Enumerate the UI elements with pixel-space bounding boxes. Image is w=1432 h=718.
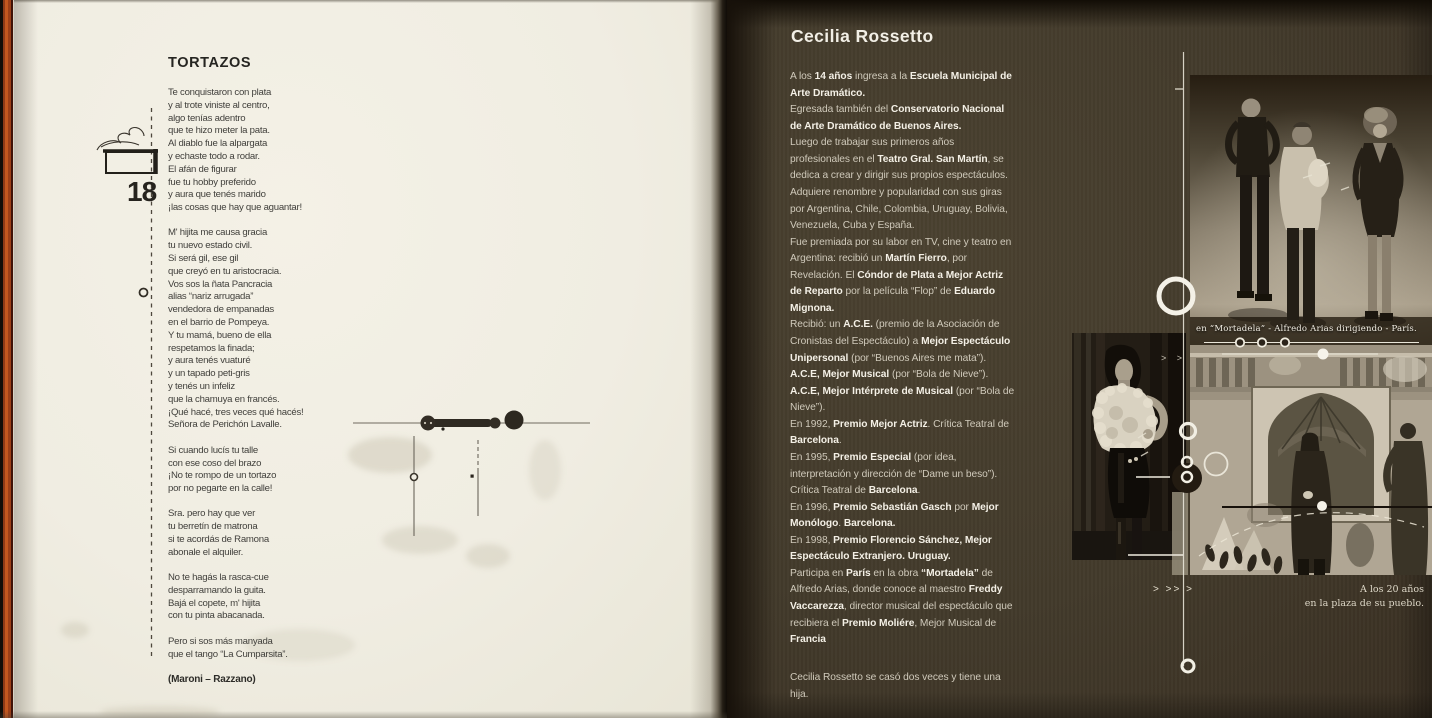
poem-line: vendedora de empanadas [168,304,274,316]
caption-line: en la plaza de su pueblo. [1304,598,1424,609]
bio-line: recibiera el Premio Moliére, Mejor Musical de [790,617,997,629]
poem-line: ¡las cosas que hay que aguantar! [168,202,302,214]
poem-line: Sra. pero hay que ver [168,508,256,520]
bio-line: Barcelona. [790,435,842,447]
bio-line: En 1998, Premio Florencio Sánchez, Mejor [790,534,992,546]
poem-line: fue tu hobby preferido [168,176,256,188]
poem-line: Pero si sos más manyada [168,635,273,647]
bio-line: por Argentina, Chile, Colombia, Uruguay, Bolivia, [790,203,1008,215]
poem-line: si te acordás de Ramona [168,534,269,545]
bio-line: dedica a crear y dirigir sus propios espectáculos. [790,170,1008,182]
poem-line: con tu pinta abacanada. [168,610,265,622]
bio-line: de Reparto por la película “Flop” de Eduardo [790,286,996,298]
poem-line: que la chamuya en francés. [168,393,280,405]
bio-line: Monólogo. Barcelona. [790,518,896,530]
page-fold-shadow [690,0,727,718]
bio-line: Alfredo Arias, donde conoce al maestro Freddy [790,584,1003,596]
poem-line: tu nuevo estado civil. [168,240,253,252]
bio-text [790,69,1014,649]
poem-line: El afán de figurar [168,163,237,175]
poem-line: algo tenías adentro [168,112,246,124]
poem-stanza [168,508,303,559]
bio-line: En 1996, Premio Sebastián Gasch por Mejor [790,501,999,513]
bio-line: Argentina: recibió un Martín Fierro, por [790,253,967,265]
bio-line: Egresada también del Conservatorio Nacional [790,104,1005,116]
poem-line: y un tapado peti-gris [168,368,250,380]
poem-line: que creyó en tu aristocracia. [168,265,282,277]
bio-line: En 1992, Premio Mejor Actriz. Crítica Teatral de [790,418,1009,430]
bio-line: de Arte Dramático de Buenos Aires. [790,120,962,132]
bio-line: Venezuela, Cuba y España. [790,220,915,232]
page-number: 18 [127,176,157,207]
poem-title: TORTAZOS [168,55,252,71]
poem-line: Si cuando lucís tu talle [168,444,258,456]
right-page [727,0,1432,718]
bio-line: En 1995, Premio Especial (por idea, [790,451,957,463]
box-ornament [103,149,158,174]
poem-stanza [168,636,303,662]
poem-line: en el barrio de Pompeya. [168,317,270,329]
bio-line: Recibió: un A.C.E. (premio de la Asociación de [790,319,1000,331]
bio-line: hija. [790,688,809,700]
photo-caption-top: en “Mortadela” - Alfredo Arias dirigiendo - París. [1196,324,1417,334]
bio-line: Francia [790,634,826,646]
timeline-ornament [353,411,590,537]
poem-line: por no pegarte en la calle! [168,483,273,495]
bio-line: A los 14 años ingresa a la Escuela Municipal de [790,71,1012,82]
bio-line: Participa en París en la obra “Mortadela” de [790,567,993,579]
poem-line: M' hijita me causa gracia [168,227,268,239]
margin-ring-ornament [140,289,148,297]
poem-line: con ese coso del brazo [168,457,262,469]
photo-caption-bottom [1267,583,1424,611]
chevron-ornament-small: > > [1161,353,1187,363]
bio-line: Adquiere renombre y popularidad con sus giras [790,186,1002,198]
poem-stanzas [168,87,303,661]
poem [168,55,303,685]
bio-line: profesionales en el Teatro Gral. San Martín, se [790,153,1004,165]
poem-line: que el tango “La Cumparsita”. [168,648,288,660]
poem-line: y aura que tenés marido [168,189,266,201]
poem-line: Señora de Perichón Lavalle. [168,419,282,431]
caption-line: A los 20 años [1359,584,1424,595]
chevron-ornament-large: > >> > [1153,584,1194,595]
poem-line: abonale el alquiler. [168,546,244,558]
bio-line: Cecilia Rossetto se casó dos veces y tiene una [790,672,1001,683]
poem-line: Bajá el copete, m' hijita [168,597,261,609]
bio-line: interpretación y dirección de “Dame un beso”). [790,468,998,480]
poem-line: No te hagás la rasca-cue [168,572,269,584]
scribble-icon [97,128,144,150]
bio-line: Espectáculo Extranjero. Uruguay. [790,551,951,563]
poem-line: ¡Qué hacé, tres veces qué hacés! [168,406,304,418]
poem-line: Si será gil, ese gil [168,253,239,265]
poem-stanza [168,87,303,215]
poem-line: desparramando la guita. [168,584,266,596]
bio-line: Cronistas del Espectáculo) a Mejor Espectáculo [790,336,1011,347]
poem-line: y tenés un infeliz [168,381,235,393]
bio-line: Arte Dramático. [790,87,866,99]
poem-stanza [168,227,303,432]
closing-text [790,670,1001,703]
poem-line: respetamos la finada; [168,342,255,354]
bio-line: Vaccarezza, director musical del espectáculo que [790,601,1013,612]
binding-shadow [14,0,38,718]
bio-line: A.C.E, Mejor Intérprete de Musical (por “Bola de [790,385,1015,397]
bio-line: Crítica Teatral de Barcelona. [790,485,921,497]
poem-stanza [168,572,303,623]
poem-line: y al trote viniste al centro, [168,99,270,111]
poem-line: y aura tenés vuaturé [168,355,251,367]
poem-line: ¡No te rompo de un tortazo [168,470,277,482]
bio-line: Mignona. [790,302,835,314]
paper-stains [61,437,561,718]
bio-line: A.C.E, Mejor Musical (por “Bola de Nieve”). [790,369,989,381]
photo-village-plaza-scene [1190,345,1432,575]
poem-line: Y tu mamá, bueno de ella [168,329,272,341]
poem-line: y echaste todo a rodar. [168,150,260,162]
photo-woman-portrait [1072,333,1186,560]
poem-stanza [168,445,303,496]
poem-credit: (Maroni – Razzano) [168,673,256,685]
bio-line: Unipersonal (por “Buenos Aires me mata”). [790,352,987,364]
poem-line: Te conquistaron con plata [168,87,272,98]
bio-line: Nieve”). [790,402,826,414]
binding-strip [0,0,14,718]
poem-line: Al diablo fue la alpargata [168,138,268,150]
large-ring-ornament [1159,279,1193,313]
poem-line: Vos sos la ñata Pancracia [168,278,273,290]
bio-line: Fue premiada por su labor en TV, cine y teatro en [790,236,1012,248]
poem-line: tu berretín de matrona [168,521,258,533]
photo-mortadela-stage-scene [1190,75,1432,345]
poem-line: alias “nariz arrugada” [168,291,254,303]
page-title: Cecilia Rossetto [791,26,934,46]
poem-line: que te hizo meter la pata. [168,125,270,137]
bio-line: Luego de trabajar sus primeros años [790,137,955,149]
bio-line: Revelación. El Cóndor de Plata a Mejor Actriz [790,269,1004,281]
